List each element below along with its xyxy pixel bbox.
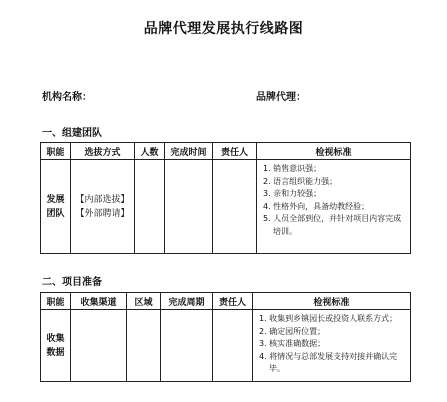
table-row xyxy=(41,160,411,254)
header-function: 职能 xyxy=(41,293,71,310)
table-row xyxy=(41,310,411,382)
criteria-item: 1. 收集到乡镇园长或投资人联系方式； xyxy=(259,314,398,323)
selection-method-cell xyxy=(71,160,135,254)
header-collection-channel: 收集渠道 xyxy=(71,293,127,310)
header-region: 区域 xyxy=(127,293,161,310)
owner-cell xyxy=(213,310,253,382)
header-completion-time: 完成时间 xyxy=(165,143,213,160)
brand-agent-label: 品牌代理： xyxy=(256,92,306,103)
criteria-item: 4. 性格外向，具备幼教经验； xyxy=(263,201,370,211)
collection-channel-cell xyxy=(71,310,127,382)
criteria-item: 2. 确定园所位置； xyxy=(259,326,326,336)
completion-time-cell xyxy=(165,160,213,254)
header-owner: 责任人 xyxy=(213,143,257,160)
header-selection-method: 选拔方式 xyxy=(71,143,135,160)
page-title: 品牌代理发展执行线路图 xyxy=(143,21,304,37)
headcount-cell xyxy=(135,160,165,254)
header-headcount: 人数 xyxy=(135,143,165,160)
criteria-item: 4. 将情况与总部发展支持对接并确认完毕。 xyxy=(259,351,398,373)
method-external: 【外部聘请】 xyxy=(75,208,130,219)
header-criteria: 检视标准 xyxy=(257,143,411,160)
method-internal: 【内部选拔】 xyxy=(75,194,130,205)
header-criteria: 检视标准 xyxy=(253,293,411,310)
criteria-item: 3. 核实准确数据； xyxy=(259,339,326,348)
project-table-header-row xyxy=(41,293,411,310)
header-completion-period: 完成周期 xyxy=(161,293,213,310)
function-line: 数据 xyxy=(46,347,65,358)
criteria-item: 2. 语言组织能力强； xyxy=(263,176,338,186)
criteria-item: 5. 人员全部到位，并针对项目内容完成培训。 xyxy=(263,214,402,236)
function-cell xyxy=(41,160,71,254)
project-table xyxy=(40,292,411,382)
region-cell xyxy=(127,310,161,382)
header-function: 职能 xyxy=(41,143,71,160)
criteria-item: 3. 亲和力较强； xyxy=(263,189,322,198)
section-title-team: 一、组建团队 xyxy=(42,128,102,139)
team-table-header-row xyxy=(41,143,411,160)
function-cell xyxy=(41,310,71,382)
header-owner: 责任人 xyxy=(213,293,253,310)
criteria-cell xyxy=(257,160,411,254)
owner-cell xyxy=(213,160,257,254)
criteria-cell xyxy=(253,310,411,382)
function-line: 团队 xyxy=(46,208,65,219)
org-name-label: 机构名称： xyxy=(42,92,92,103)
team-table xyxy=(40,142,411,254)
function-line: 发展 xyxy=(46,194,65,205)
section-title-project: 二、项目准备 xyxy=(42,277,102,288)
function-line: 收集 xyxy=(46,333,65,344)
completion-period-cell xyxy=(161,310,213,382)
criteria-item: 1. 销售意识强； xyxy=(263,164,322,173)
